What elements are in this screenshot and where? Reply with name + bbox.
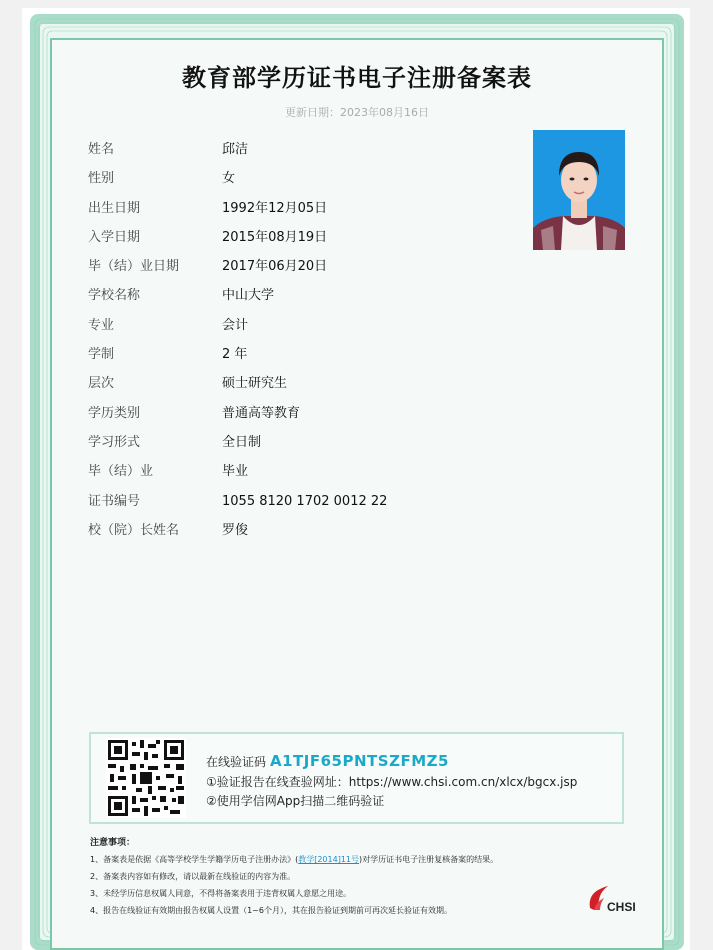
field-row-birth-date [88, 198, 528, 227]
field-label: 学制 [88, 347, 115, 363]
field-label: 层次 [88, 376, 115, 392]
field-row-certificate-number [88, 491, 528, 520]
field-value: 硕士研究生 [222, 376, 288, 392]
verification-code-line [206, 752, 449, 770]
notes-title: 注意事项： [90, 838, 136, 848]
field-value: 女 [222, 171, 236, 187]
field-row-name [88, 139, 528, 168]
verification-code: A1TJF65PNTSZFMZ5 [270, 752, 449, 770]
field-row-graduation-status [88, 461, 528, 490]
verification-app-text: ②使用学信网App扫描二维码验证 [206, 794, 385, 808]
field-row-level [88, 373, 528, 402]
field-value: 普通高等教育 [222, 405, 301, 421]
field-row-president-name [88, 520, 528, 549]
note-item: 4、报告在线验证有效期由报告权属人设置（1~6个月），其在报告验证到期前可再次延长验证有效期。 [90, 906, 452, 915]
field-label: 证书编号 [88, 493, 141, 509]
field-row-duration [88, 344, 528, 373]
field-value: 2015年08月19日 [222, 229, 328, 245]
field-label: 性别 [88, 171, 115, 187]
field-value: 邱洁 [222, 142, 249, 157]
update-date: 更新日期：2023年08月16日 [285, 106, 429, 119]
field-row-enroll-date [88, 227, 528, 256]
field-label: 学习形式 [88, 434, 141, 450]
field-value: 2 年 [222, 347, 248, 363]
field-value: 中山大学 [222, 288, 275, 304]
note-item: 2、备案表内容如有修改，请以最新在线验证的内容为准。 [90, 872, 296, 881]
field-value: 2017年06月20日 [222, 259, 328, 275]
note-item [90, 854, 610, 871]
qr-code[interactable] [106, 738, 186, 818]
field-label: 毕（结）业 [88, 464, 154, 480]
notes-section [90, 835, 610, 922]
field-label: 出生日期 [88, 200, 141, 216]
field-value: 罗俊 [222, 522, 249, 538]
field-label: 专业 [88, 317, 115, 333]
document-title: 教育部学历证书电子注册备案表 [182, 64, 532, 92]
info-table [88, 139, 528, 549]
verification-code-label: 在线验证码 [206, 755, 267, 769]
field-label: 校（院）长姓名 [88, 522, 180, 538]
field-value: 毕业 [222, 464, 249, 480]
regulation-link[interactable]: 教学[2014]11号 [298, 855, 359, 864]
field-value: 全日制 [222, 434, 262, 450]
id-photo [533, 130, 625, 250]
field-row-gender [88, 168, 528, 197]
chsi-logo-text: CHSI [607, 900, 636, 914]
field-row-education-type [88, 403, 528, 432]
note-text: 1、备案表是依据《高等学校学生学籍学历电子注册办法》( [90, 855, 299, 864]
field-row-study-mode [88, 432, 528, 461]
note-item: 3、未经学历信息权属人同意，不得将备案表用于违背权属人意愿之用途。 [90, 889, 352, 898]
field-value: 1992年12月05日 [222, 200, 328, 216]
note-text: )对学历证书电子注册复核备案的结果。 [359, 855, 499, 864]
field-value: 会计 [222, 317, 249, 333]
field-row-school [88, 285, 528, 314]
verification-url-text: ①验证报告在线查验网址：https://www.chsi.com.cn/xlcx/bgcx.jsp [206, 775, 578, 789]
field-label: 学历类别 [88, 405, 141, 421]
field-label: 姓名 [88, 142, 115, 157]
field-row-graduation-date [88, 256, 528, 285]
field-row-major [88, 315, 528, 344]
field-value: 1055 8120 1702 0012 22 [222, 493, 388, 509]
field-label: 入学日期 [88, 229, 141, 245]
field-label: 学校名称 [88, 288, 141, 304]
field-label: 毕（结）业日期 [88, 259, 180, 275]
